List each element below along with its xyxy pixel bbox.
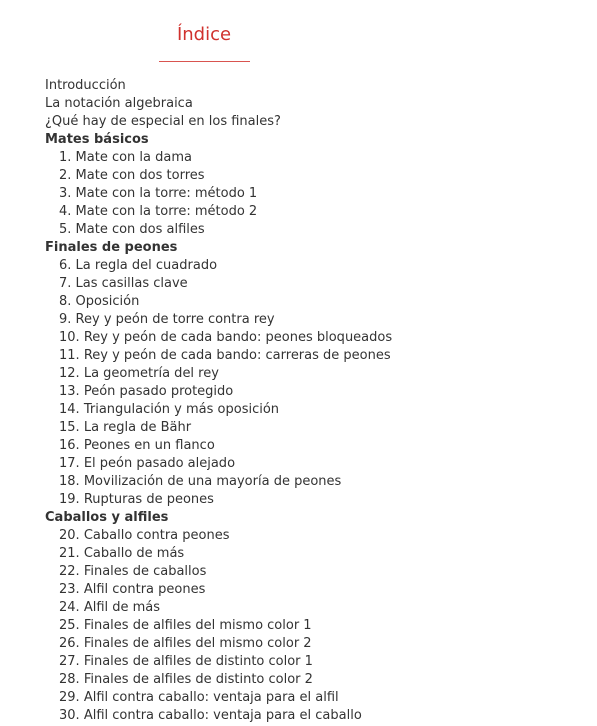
toc-chapter-link[interactable] [45,149,392,167]
toc-chapter-link[interactable] [45,383,392,401]
toc-chapter-number: 17. [59,456,80,471]
toc-chapter-title: Rupturas de peones [83,492,214,507]
toc-chapter-number: 6. [59,258,72,273]
toc-chapter-title: Caballo contra peones [83,528,230,543]
toc-section-label: Mates básicos [45,132,149,147]
toc-chapter-number: 9. [59,312,72,327]
toc-chapter-number: 24. [59,600,80,615]
toc-chapter-number: 22. [59,564,80,579]
toc-chapter-link[interactable] [45,167,392,185]
toc-chapter-title: Oposición [75,294,140,309]
toc-chapter-link[interactable] [45,491,392,509]
toc-chapter-number: 29. [59,690,80,705]
toc-chapter-title: Alfil contra peones [83,582,206,597]
toc-chapter-number: 26. [59,636,80,651]
toc-chapter-number: 18. [59,474,80,489]
toc-chapter-link[interactable] [45,635,392,653]
toc-front-matter-label: Introducción [45,78,126,93]
toc-chapter-title: Mate con la dama [75,150,192,165]
toc-chapter-title: Mate con la torre: método 2 [75,204,258,219]
toc-chapter-title: Finales de alfiles de distinto color 2 [83,672,313,687]
toc-chapter-link[interactable] [45,671,392,689]
toc-chapter-title: Mate con dos torres [75,168,205,183]
toc-chapter-title: Mate con dos alfiles [75,222,205,237]
toc-chapter-number: 16. [59,438,80,453]
toc-front-matter-link[interactable] [45,77,392,95]
toc-chapter-number: 19. [59,492,80,507]
toc-chapter-title: Rey y peón de cada bando: peones bloqueados [83,330,393,345]
toc-chapter-link[interactable] [45,455,392,473]
toc-chapter-link[interactable] [45,689,392,707]
toc-chapter-title: Peones en un flanco [83,438,215,453]
toc-chapter-number: 13. [59,384,80,399]
toc-chapter-title: Rey y peón de torre contra rey [75,312,275,327]
toc-chapter-title: Rey y peón de cada bando: carreras de peones [83,348,391,363]
toc-chapter-link[interactable] [45,257,392,275]
toc-chapter-title: Mate con la torre: método 1 [75,186,258,201]
toc-chapter-link[interactable] [45,401,392,419]
toc-chapter-link[interactable] [45,293,392,311]
toc-chapter-number: 1. [59,150,72,165]
toc-chapter-number: 20. [59,528,80,543]
toc-chapter-link[interactable] [45,473,392,491]
toc-chapter-title: Alfil contra caballo: ventaja para el alfil [83,690,339,705]
toc-chapter-title: Las casillas clave [75,276,188,291]
toc-chapter-link[interactable] [45,221,392,239]
toc-front-matter-link[interactable] [45,95,392,113]
toc-chapter-link[interactable] [45,329,392,347]
toc-chapter-link[interactable] [45,563,392,581]
toc-front-matter-label: ¿Qué hay de especial en los finales? [45,114,281,129]
toc-chapter-number: 5. [59,222,72,237]
toc-chapter-title: Finales de caballos [83,564,207,579]
toc-chapter-link[interactable] [45,185,392,203]
toc-chapter-number: 30. [59,708,80,723]
toc-section-heading[interactable] [45,509,392,527]
toc-chapter-title: Triangulación y más oposición [83,402,280,417]
toc-chapter-link[interactable] [45,707,392,725]
toc-chapter-link[interactable] [45,311,392,329]
toc-chapter-title: Alfil de más [83,600,161,615]
toc-chapter-number: 21. [59,546,80,561]
toc-front-matter-label: La notación algebraica [45,96,193,111]
table-of-contents [45,77,392,725]
toc-chapter-number: 28. [59,672,80,687]
toc-chapter-title: Finales de alfiles del mismo color 1 [83,618,312,633]
toc-chapter-number: 4. [59,204,72,219]
toc-chapter-link[interactable] [45,653,392,671]
toc-chapter-title: Finales de alfiles del mismo color 2 [83,636,312,651]
toc-chapter-number: 10. [59,330,80,345]
toc-section-label: Caballos y alfiles [45,510,169,525]
toc-chapter-number: 15. [59,420,80,435]
toc-chapter-number: 3. [59,186,72,201]
toc-chapter-number: 14. [59,402,80,417]
toc-chapter-link[interactable] [45,437,392,455]
toc-chapter-number: 2. [59,168,72,183]
toc-chapter-number: 7. [59,276,72,291]
toc-section-heading[interactable] [45,239,392,257]
toc-chapter-link[interactable] [45,347,392,365]
toc-chapter-number: 25. [59,618,80,633]
toc-chapter-link[interactable] [45,275,392,293]
toc-front-matter-link[interactable] [45,113,392,131]
toc-chapter-title: Peón pasado protegido [83,384,234,399]
toc-chapter-title: La regla de Bähr [83,420,192,435]
page-title: Índice [176,24,232,45]
toc-chapter-title: Finales de alfiles de distinto color 1 [83,654,313,669]
toc-chapter-number: 23. [59,582,80,597]
toc-chapter-number: 27. [59,654,80,669]
toc-chapter-link[interactable] [45,617,392,635]
toc-chapter-title: Caballo de más [83,546,185,561]
toc-chapter-title: La geometría del rey [83,366,219,381]
toc-section-heading[interactable] [45,131,392,149]
toc-chapter-title: El peón pasado alejado [83,456,236,471]
toc-chapter-number: 8. [59,294,72,309]
toc-chapter-number: 12. [59,366,80,381]
toc-chapter-title: Alfil contra caballo: ventaja para el caballo [83,708,362,723]
toc-chapter-title: La regla del cuadrado [75,258,218,273]
toc-chapter-title: Movilización de una mayoría de peones [83,474,342,489]
title-divider [159,61,250,62]
toc-chapter-link[interactable] [45,527,392,545]
toc-chapter-link[interactable] [45,599,392,617]
toc-chapter-link[interactable] [45,365,392,383]
toc-chapter-link[interactable] [45,581,392,599]
toc-chapter-link[interactable] [45,419,392,437]
toc-chapter-link[interactable] [45,545,392,563]
toc-chapter-number: 11. [59,348,80,363]
toc-section-label: Finales de peones [45,240,178,255]
toc-chapter-link[interactable] [45,203,392,221]
